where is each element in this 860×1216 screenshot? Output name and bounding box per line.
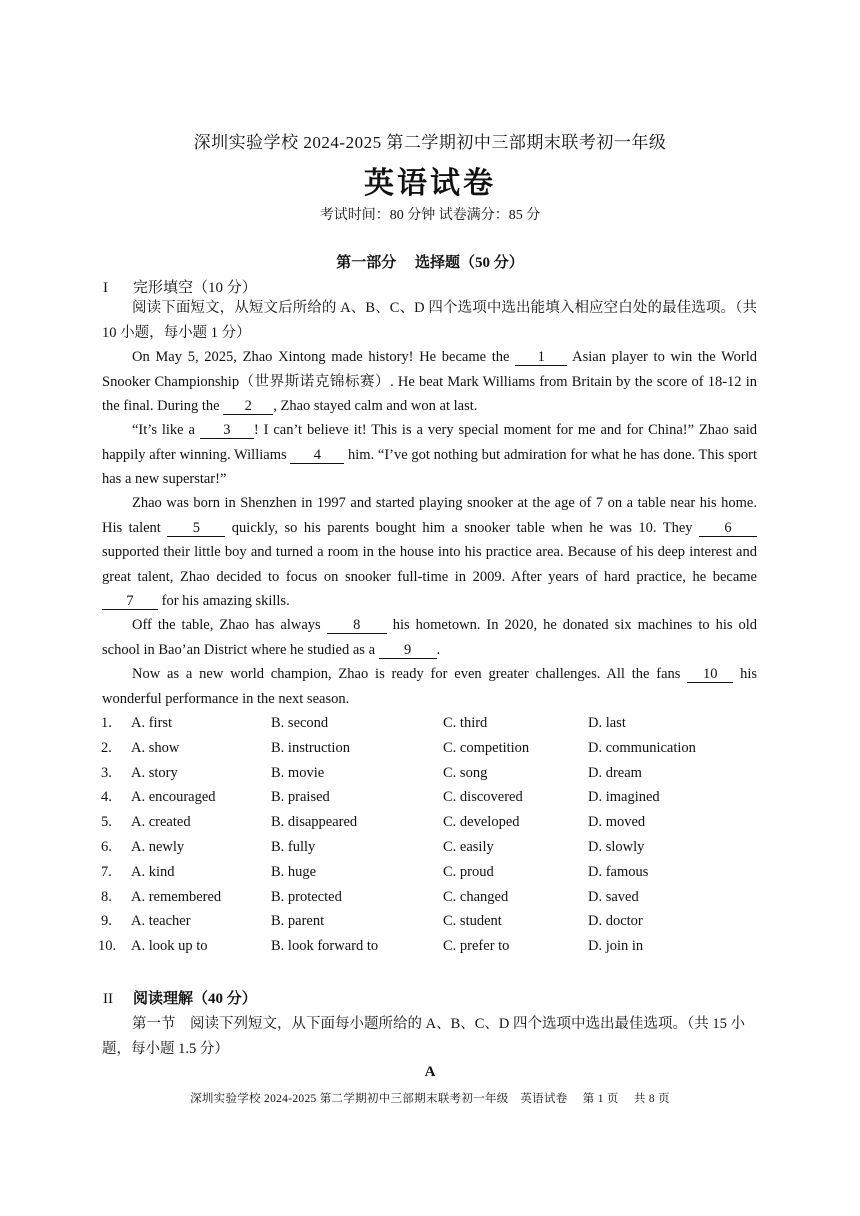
section-number: II bbox=[103, 991, 113, 1007]
page-number: 第 1 页 bbox=[582, 1093, 619, 1105]
reading-section-heading bbox=[103, 987, 257, 1008]
option-b: B. parent bbox=[271, 913, 325, 930]
option-row bbox=[101, 736, 781, 761]
cloze-section-heading bbox=[103, 276, 257, 297]
option-d: D. last bbox=[588, 715, 626, 731]
question-number: 10. bbox=[98, 938, 117, 955]
option-c: C. developed bbox=[443, 814, 520, 831]
blank-8: 8 bbox=[327, 617, 387, 634]
option-row bbox=[101, 785, 781, 810]
passage-text: Zhao was born in Shenzhen in 1997 and started playing snooker at the age of 7 on a table near his home. His talent bbox=[102, 495, 757, 536]
question-number: 3. bbox=[101, 764, 112, 781]
reading-instructions: 第一节 阅读下列短文，从下面每小题所给的 A、B、C、D 四个选项中选出最佳选项。（共 15 小题，每小题 1.5 分） bbox=[102, 1016, 746, 1057]
option-a: A. teacher bbox=[131, 913, 191, 930]
question-number: 8. bbox=[101, 888, 112, 905]
exam-info: 考试时间：80 分钟 试卷满分：85 分 bbox=[319, 208, 541, 223]
question-number: 6. bbox=[101, 838, 112, 855]
option-d: D. communication bbox=[588, 739, 696, 756]
option-c: C. song bbox=[443, 764, 488, 781]
option-row bbox=[101, 711, 781, 736]
option-row bbox=[101, 909, 781, 934]
passage-text: quickly, so his parents bought him a snooker table when he was 10. They bbox=[231, 519, 693, 536]
option-b: B. huge bbox=[271, 863, 317, 880]
blank-10: 10 bbox=[687, 666, 733, 683]
option-c: C. prefer to bbox=[443, 938, 510, 955]
passage-text: Asian player to win the World Snooker Championship（世界斯诺克锦标赛）. He beat Mark Williams from Britain by the score of 18-12 in the final. During the bbox=[102, 349, 758, 414]
option-row bbox=[101, 810, 781, 835]
section-number: I bbox=[103, 280, 108, 296]
option-d: D. join in bbox=[588, 938, 644, 955]
blank-2: 2 bbox=[223, 398, 273, 415]
option-a: A. look up to bbox=[131, 938, 208, 955]
passage-text: “It’s like a bbox=[132, 422, 195, 438]
option-c: C. proud bbox=[443, 863, 494, 880]
option-b: B. disappeared bbox=[271, 814, 358, 831]
option-a: A. remembered bbox=[131, 888, 222, 905]
blank-3: 3 bbox=[200, 422, 254, 439]
option-row bbox=[101, 860, 781, 885]
option-b: B. protected bbox=[271, 888, 342, 905]
blank-9: 9 bbox=[379, 642, 437, 659]
blank-5: 5 bbox=[167, 520, 225, 537]
option-b: B. look forward to bbox=[271, 938, 379, 955]
option-d: D. doctor bbox=[588, 913, 643, 930]
option-b: B. movie bbox=[271, 764, 325, 781]
option-d: D. slowly bbox=[588, 838, 645, 855]
option-c: C. third bbox=[443, 715, 488, 731]
option-a: A. first bbox=[131, 715, 173, 731]
option-a: A. created bbox=[131, 814, 191, 831]
option-b: B. instruction bbox=[271, 739, 350, 756]
main-title: 英语试卷 bbox=[364, 167, 496, 200]
section-title: 完形填空（10 分） bbox=[133, 280, 257, 296]
option-row bbox=[101, 885, 781, 910]
passage-text: Now as a new world champion, Zhao is ready for even greater challenges. All the fans bbox=[132, 666, 681, 682]
passage-paragraph-5 bbox=[102, 662, 757, 711]
passage-paragraph-1 bbox=[102, 345, 757, 419]
passage-text: , Zhao stayed calm and won at last. bbox=[273, 398, 478, 414]
question-number: 9. bbox=[101, 913, 112, 930]
passage-text: his hometown. In 2020, he donated six machines to his old school in Bao’an District where he studied as a bbox=[102, 617, 758, 658]
option-c: C. changed bbox=[443, 888, 509, 905]
passage-text: him. “I’ve got nothing but admiration for what he has done. This sport has a new superstar!” bbox=[102, 446, 757, 487]
option-c: C. student bbox=[443, 913, 502, 930]
question-number: 2. bbox=[101, 739, 112, 756]
passage-text: for his amazing skills. bbox=[161, 593, 290, 609]
page-total: 共 8 页 bbox=[633, 1093, 670, 1105]
blank-1: 1 bbox=[515, 349, 567, 366]
passage-text: ! I can’t believe it! This is a very special moment for me and for China!” Zhao said happily after winning. Williams bbox=[102, 422, 757, 463]
passage-text: . bbox=[436, 641, 441, 658]
option-d: D. moved bbox=[588, 814, 646, 831]
option-row bbox=[98, 934, 781, 959]
option-c: C. easily bbox=[443, 838, 494, 855]
passage-paragraph-3 bbox=[102, 491, 757, 614]
passage-paragraph-2 bbox=[102, 418, 757, 492]
option-a: A. kind bbox=[131, 863, 175, 880]
question-number: 5. bbox=[101, 814, 112, 831]
option-c: C. discovered bbox=[443, 789, 523, 806]
question-number: 7. bbox=[101, 863, 112, 880]
option-b: B. second bbox=[271, 715, 329, 731]
passage-paragraph-4 bbox=[102, 613, 757, 662]
page-footer bbox=[0, 1090, 860, 1106]
cloze-options bbox=[98, 711, 781, 959]
option-c: C. competition bbox=[443, 739, 530, 756]
passage-text: Off the table, Zhao has always bbox=[132, 617, 321, 633]
passage-text: On May 5, 2025, Zhao Xintong made history! He became the bbox=[132, 349, 510, 365]
option-a: A. show bbox=[131, 739, 180, 756]
option-a: A. encouraged bbox=[131, 789, 216, 806]
option-a: A. story bbox=[131, 764, 178, 781]
blank-7: 7 bbox=[102, 593, 158, 610]
section-title: 阅读理解（40 分） bbox=[133, 991, 257, 1007]
question-number: 4. bbox=[101, 789, 112, 806]
option-row bbox=[101, 835, 781, 860]
passage-text: supported their little boy and turned a room in the house into his practice area. Because of his deep interest and great talent, Zhao decided to focus on snooker full-time in 2009. After years of hard practice, he became bbox=[102, 544, 757, 585]
passage-letter: A bbox=[424, 1064, 436, 1080]
cloze-instructions: 阅读下面短文，从短文后所给的 A、B、C、D 四个选项中选出能填入相应空白处的最佳选项。（共 10 小题，每小题 1 分） bbox=[102, 300, 757, 341]
option-row bbox=[101, 761, 781, 786]
option-d: D. saved bbox=[588, 888, 639, 905]
option-a: A. newly bbox=[131, 838, 185, 855]
option-b: B. fully bbox=[271, 838, 316, 855]
passage-text: his wonderful performance in the next season. bbox=[102, 666, 758, 707]
blank-6: 6 bbox=[699, 520, 757, 537]
blank-4: 4 bbox=[290, 447, 344, 464]
school-title: 深圳实验学校 2024-2025 第二学期初中三部期末联考初一年级 bbox=[193, 133, 667, 152]
question-number: 1. bbox=[101, 715, 112, 731]
footer-title: 深圳实验学校 2024-2025 第二学期初中三部期末联考初一年级 英语试卷 bbox=[190, 1093, 568, 1105]
option-d: D. famous bbox=[588, 863, 649, 880]
option-d: D. dream bbox=[588, 764, 642, 781]
option-d: D. imagined bbox=[588, 789, 660, 806]
option-b: B. praised bbox=[271, 789, 330, 806]
part-title: 第一部分 选择题（50 分） bbox=[336, 255, 524, 271]
